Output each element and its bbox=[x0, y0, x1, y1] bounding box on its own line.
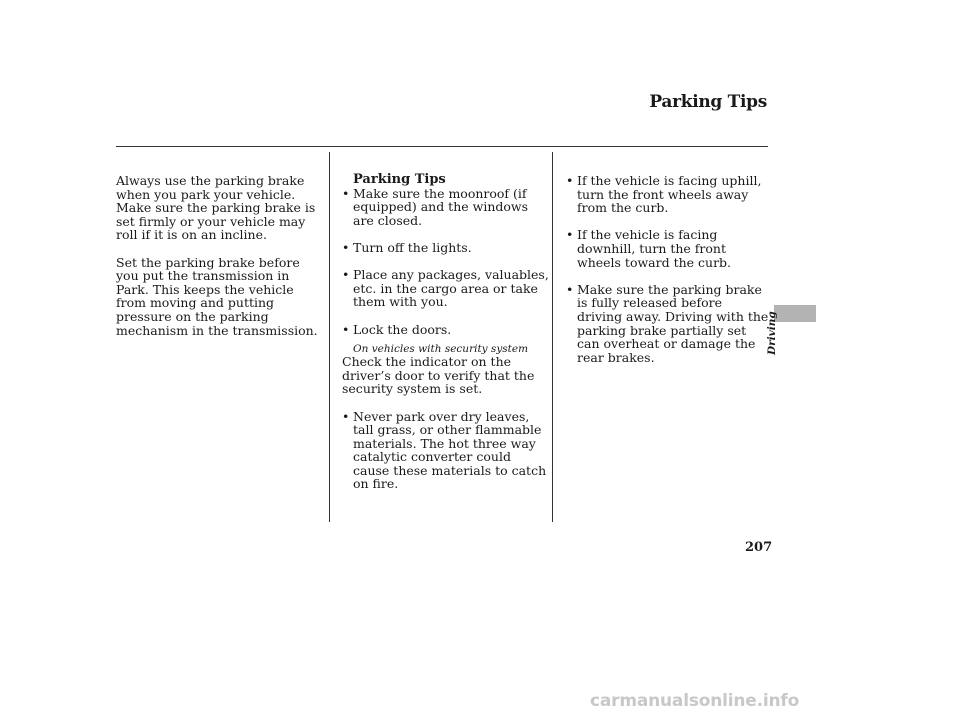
column-intro bbox=[116, 174, 322, 351]
column-parking-tips bbox=[342, 174, 550, 505]
header-rule bbox=[116, 146, 768, 147]
section-title: Parking Tips bbox=[353, 172, 446, 187]
intro-paragraph-1: Always use the parking brake when you park your vehicle. Make sure the parking brake is set firmly or your vehicle may roll if it is on an incline. bbox=[116, 173, 316, 243]
tips-list-continued bbox=[342, 410, 550, 492]
bullet-icon: • bbox=[566, 227, 574, 243]
security-system-note: On vehicles with security system bbox=[353, 343, 529, 356]
column-divider-2 bbox=[552, 152, 553, 522]
page-header-title: Parking Tips bbox=[649, 92, 767, 112]
list-item: • If the vehicle is facing downhill, turn the front wheels toward the curb. bbox=[566, 227, 732, 270]
list-item: • Make sure the moonroof (if equipped) and the windows are closed. bbox=[342, 185, 529, 228]
security-system-text: Check the indicator on the driver’s door to verify that the security system is set. bbox=[342, 354, 535, 397]
column-wheel-tips bbox=[566, 174, 771, 378]
chapter-label: Driving bbox=[766, 311, 778, 355]
bullet-icon: • bbox=[342, 321, 350, 337]
bullet-icon: • bbox=[342, 185, 350, 201]
bullet-icon: • bbox=[342, 267, 350, 283]
list-item: • Turn off the lights. bbox=[342, 239, 472, 255]
page-number: 207 bbox=[745, 540, 773, 555]
bullet-icon: • bbox=[342, 408, 350, 424]
list-item: • Lock the doors. bbox=[342, 321, 452, 337]
column-divider-1 bbox=[329, 152, 330, 522]
intro-paragraph-2: Set the parking brake before you put the transmission in Park. This keeps the vehicle from moving and putting pressure on the parking mechanism in the transmission. bbox=[116, 254, 318, 338]
wheel-tips-list bbox=[566, 174, 771, 364]
bullet-icon: • bbox=[566, 173, 574, 188]
list-item: • Never park over dry leaves, tall grass, or other flammable materials. The hot three way catalytic converter could cause these materials to catch on fire. bbox=[342, 408, 547, 492]
list-item: • Place any packages, valuables, etc. in the cargo area or take them with you. bbox=[342, 267, 549, 310]
list-item: • If the vehicle is facing uphill, turn the front wheels away from the curb. bbox=[566, 173, 762, 216]
chapter-tab bbox=[774, 305, 816, 322]
list-item: • Make sure the parking brake is fully released before driving away. Driving with the parking brake partially set can overheat or damage the rear brakes. bbox=[566, 281, 769, 365]
watermark: carmanualsonline.info bbox=[590, 691, 800, 711]
bullet-icon: • bbox=[566, 281, 574, 297]
tips-list bbox=[342, 187, 550, 337]
bullet-icon: • bbox=[342, 239, 350, 255]
